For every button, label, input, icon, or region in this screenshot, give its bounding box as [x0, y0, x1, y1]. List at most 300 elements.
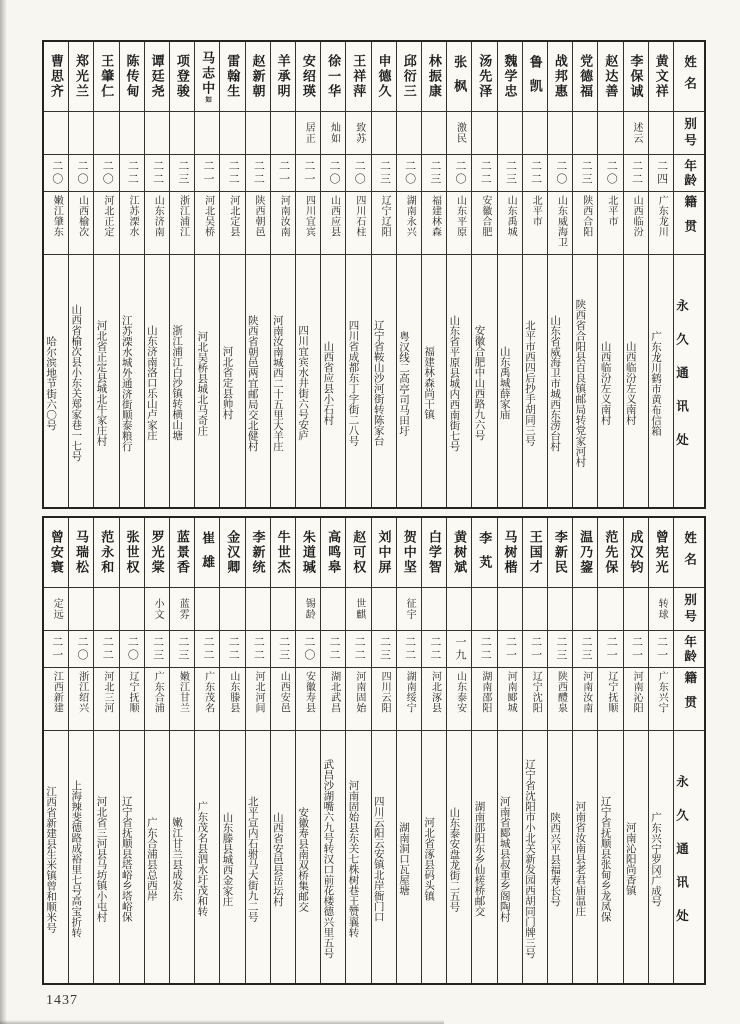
person-origin-text: 陕西醴泉 [555, 671, 567, 713]
person-origin [447, 668, 471, 731]
person-name-text: 谭廷尧 [149, 54, 165, 99]
person-address [573, 731, 597, 983]
person-origin [69, 192, 93, 255]
person-address-text: 湖南邵阳东乡仙槎桥邮交 [473, 801, 485, 917]
person-age-text: 二〇 [50, 160, 63, 186]
person-age-text: 二三 [580, 636, 593, 662]
person-name-text: 成汉钧 [628, 530, 644, 575]
person-age [346, 155, 370, 192]
person-alias-text: 转球 [656, 598, 668, 620]
person-column [119, 42, 144, 507]
person-address [422, 731, 446, 983]
person-address [69, 731, 93, 983]
person-address-text: 陕西省合阳县百良镇邮局转党家河村 [574, 299, 586, 467]
person-age [422, 631, 446, 668]
person-age [472, 155, 496, 192]
person-address-text: 武昌沙湖嘴六九号转汉口前花楼德兴里五号 [322, 759, 334, 959]
person-column [648, 42, 673, 507]
person-origin [624, 668, 648, 731]
person-age [296, 155, 320, 192]
person-age-text: 二三 [176, 160, 189, 186]
person-origin-text: 湖南永兴 [404, 195, 416, 237]
person-age [523, 631, 547, 668]
person-name-text: 陈传甸 [124, 54, 140, 99]
header-address-text: 永久通讯处 [674, 299, 689, 467]
person-column [219, 518, 244, 983]
person-origin-text: 广东茂名 [202, 671, 214, 713]
person-age-text: 二二 [328, 636, 341, 662]
person-alias [472, 588, 496, 631]
person-name [447, 42, 471, 112]
person-age-text: 二二 [428, 636, 441, 662]
person-column [169, 42, 194, 507]
person-name-text: 黄树斌 [452, 530, 468, 575]
person-address-text: 浙江浦江白沙镇转横山塘 [171, 325, 183, 441]
person-address-text: 山东济南洛口乐山卢家庄 [145, 325, 157, 441]
person-name [246, 42, 270, 112]
person-name-text: 申德久 [376, 54, 392, 99]
person-origin [246, 192, 270, 255]
person-name [220, 518, 244, 588]
person-alias [296, 588, 320, 631]
person-age [624, 631, 648, 668]
person-name [271, 518, 295, 588]
person-address-text: 河北省涿县码头镇 [423, 817, 435, 901]
header-column [673, 42, 704, 507]
person-name-text: 蓝景香 [174, 530, 190, 575]
person-column [623, 42, 648, 507]
person-name [447, 518, 471, 588]
person-address-text: 广东龙川鹤市黄布信箱 [649, 330, 661, 436]
person-column [93, 42, 118, 507]
person-name-text: 曾安寰 [48, 530, 64, 575]
person-address-text: 哈尔滨地节街六〇号 [45, 335, 57, 431]
person-column [194, 42, 219, 507]
person-age [220, 631, 244, 668]
person-name [573, 42, 597, 112]
person-name [422, 518, 446, 588]
person-origin [94, 192, 118, 255]
person-column [295, 42, 320, 507]
person-age-text: 二〇 [126, 636, 139, 662]
person-age [170, 155, 194, 192]
header-origin [674, 668, 704, 731]
person-age [422, 155, 446, 192]
person-alias [397, 588, 421, 631]
person-column [68, 42, 93, 507]
person-name-text: 赵可权 [351, 530, 367, 575]
person-column [648, 518, 673, 983]
person-age [246, 631, 270, 668]
person-alias [44, 588, 68, 631]
person-address [422, 255, 446, 507]
person-age-text: 二二 [227, 636, 240, 662]
person-column [572, 42, 597, 507]
person-address [296, 255, 320, 507]
person-address [573, 255, 597, 507]
header-name [674, 518, 704, 588]
person-column [345, 42, 370, 507]
person-name [44, 518, 68, 588]
person-column [522, 42, 547, 507]
person-name [94, 518, 118, 588]
person-name [145, 42, 169, 112]
person-name [624, 518, 648, 588]
person-age-text: 二一 [655, 636, 668, 662]
person-column [44, 42, 68, 507]
person-origin-text: 广东兴宁 [656, 671, 668, 713]
header-name-text: 姓名 [682, 531, 697, 574]
person-address-text: 粤汉线二高亭司马田圩 [397, 330, 409, 436]
person-origin [523, 192, 547, 255]
person-address [472, 731, 496, 983]
person-origin-text: 四川石柱 [353, 195, 365, 237]
person-origin-text: 浙江绍兴 [76, 671, 88, 713]
header-origin [674, 192, 704, 255]
person-origin [195, 192, 219, 255]
person-age-text: 二三 [151, 636, 164, 662]
person-age-text: 二一 [302, 160, 315, 186]
person-address [195, 731, 219, 983]
person-alias [120, 112, 144, 155]
person-name-text: 邱衍三 [401, 54, 417, 99]
person-alias [69, 588, 93, 631]
person-column [345, 518, 370, 983]
person-address [94, 255, 118, 507]
person-name [170, 42, 194, 112]
person-name [624, 42, 648, 112]
person-alias [170, 112, 194, 155]
person-alias [170, 588, 194, 631]
person-age [472, 631, 496, 668]
person-alias [195, 588, 219, 631]
person-origin-text: 山西安邑 [278, 671, 290, 713]
person-alias [573, 112, 597, 155]
person-age [624, 155, 648, 192]
person-name [523, 518, 547, 588]
person-origin-text: 河北定县 [227, 195, 239, 237]
person-origin [195, 668, 219, 731]
person-address-text: 辽宁省抚顺县塔峪乡塔峪保 [120, 796, 132, 922]
person-name-text: 雷翰生 [225, 54, 241, 99]
person-name [372, 518, 396, 588]
person-name-text: 羊承明 [275, 54, 291, 99]
person-address-text: 河北省定县帅村 [221, 346, 233, 420]
person-address-text: 河北省正定县城北牛家庄村 [95, 320, 107, 446]
header-alias-text: 别号 [682, 116, 697, 150]
person-origin-text: 河北吴桥 [202, 195, 214, 237]
person-origin [170, 192, 194, 255]
person-origin [271, 668, 295, 731]
person-name [296, 42, 320, 112]
roster-tables [42, 40, 706, 992]
header-address [674, 255, 704, 507]
person-origin [598, 192, 622, 255]
person-address-text: 山西临汾左义南村 [624, 341, 636, 425]
person-address-text: 江西省新建县生米镇曾和顺米号 [45, 785, 57, 933]
person-origin-text: 湖南邵阳 [479, 671, 491, 713]
person-origin [573, 192, 597, 255]
person-address-text: 陕西兴平县福寿长号 [549, 811, 561, 907]
person-age [296, 631, 320, 668]
person-origin-text: 北平市 [605, 195, 617, 227]
person-origin-text: 河南固始 [353, 671, 365, 713]
person-address-text: 河北省三河县马坊镇小屯村 [95, 796, 107, 922]
person-age [195, 155, 219, 192]
person-name-text: 王祥萍 [351, 54, 367, 99]
roster-table-bottom [42, 516, 706, 985]
person-age [271, 631, 295, 668]
person-origin [94, 668, 118, 731]
person-origin [472, 668, 496, 731]
person-name-text: 马树楷 [502, 530, 518, 575]
person-column [270, 42, 295, 507]
person-alias [649, 588, 673, 631]
person-age-text: 二〇 [76, 160, 88, 186]
person-age [145, 631, 169, 668]
person-address-text: 广东兴宁罗冈广成号 [649, 811, 661, 907]
person-name [573, 518, 597, 588]
person-alias-text: 述云 [630, 122, 642, 144]
person-column [421, 42, 446, 507]
person-origin-text: 辽宁沈阳 [530, 671, 542, 713]
person-age-text: 二三 [378, 160, 391, 186]
person-alias [598, 588, 622, 631]
person-age-text: 二三 [277, 636, 290, 662]
person-origin-text: 福建林森 [429, 195, 441, 237]
person-age-text: 二二 [202, 636, 215, 662]
person-age [598, 155, 622, 192]
person-origin [422, 192, 446, 255]
person-alias-text: 小文 [152, 598, 164, 620]
person-origin [573, 668, 597, 731]
person-age-text: 二四 [655, 160, 668, 186]
person-address [523, 731, 547, 983]
person-age [397, 631, 421, 668]
person-age [573, 155, 597, 192]
person-origin [69, 668, 93, 731]
person-alias [422, 588, 446, 631]
person-origin-text: 浙江浦江 [177, 195, 189, 237]
person-alias-text: 锡龄 [303, 598, 315, 620]
person-address-text: 河南省汝南县老君庙温庄 [574, 801, 586, 917]
header-address-text: 永久通讯处 [674, 775, 689, 943]
person-alias-text: 激民 [454, 122, 466, 144]
person-name-text: 曹思齐 [48, 54, 64, 99]
person-name [372, 42, 396, 112]
person-origin-text: 广东合浦 [152, 671, 164, 713]
header-age [674, 631, 704, 668]
person-name [598, 518, 622, 588]
person-age-text: 二二 [353, 636, 366, 662]
person-origin-text: 湖北武昌 [328, 671, 340, 713]
person-origin-text: 广东龙川 [656, 195, 668, 237]
person-address [346, 731, 370, 983]
person-origin [548, 192, 572, 255]
person-column [270, 518, 295, 983]
person-age [44, 155, 68, 192]
person-origin [397, 668, 421, 731]
person-address-text: 山西临汾左义南村 [599, 341, 611, 425]
header-alias-text: 别号 [682, 592, 697, 626]
person-age-text: 二〇 [554, 160, 567, 186]
person-age [372, 631, 396, 668]
person-alias [472, 112, 496, 155]
person-name [422, 42, 446, 112]
person-address [220, 255, 244, 507]
person-origin [472, 192, 496, 255]
person-alias [346, 588, 370, 631]
person-origin [649, 668, 673, 731]
person-column [44, 518, 68, 983]
person-address [195, 255, 219, 507]
person-name-text: 白学智 [426, 530, 442, 575]
person-name [296, 518, 320, 588]
person-address [397, 731, 421, 983]
person-origin [372, 668, 396, 731]
header-origin-text: 籍贯 [682, 671, 697, 720]
person-age-text: 二二 [227, 160, 240, 186]
person-address-text: 湖南洞口瓦屋塘 [397, 822, 409, 896]
person-address [598, 255, 622, 507]
person-column [245, 42, 270, 507]
person-alias [624, 112, 648, 155]
person-address [624, 255, 648, 507]
person-name-text: 朱道瑊 [300, 530, 316, 575]
person-origin [498, 668, 522, 731]
person-name [598, 42, 622, 112]
person-address-text: 广东茂名县泗水圩茂和转 [196, 801, 208, 917]
person-origin [220, 192, 244, 255]
person-name-text: 党德福 [578, 54, 594, 99]
person-address [271, 255, 295, 507]
person-alias [548, 112, 572, 155]
person-age [44, 631, 68, 668]
person-origin [346, 192, 370, 255]
person-column [320, 518, 345, 983]
person-origin [246, 668, 270, 731]
person-address-text: 山东泰安盘龙街二五号 [448, 806, 460, 912]
person-address [145, 731, 169, 983]
person-column [572, 518, 597, 983]
person-address [170, 255, 194, 507]
person-age [220, 155, 244, 192]
person-origin [624, 192, 648, 255]
person-origin [523, 668, 547, 731]
person-address [246, 731, 270, 983]
person-origin-text: 河南汝南 [278, 195, 290, 237]
person-origin [346, 668, 370, 731]
person-address [447, 255, 471, 507]
person-origin [321, 668, 345, 731]
roster-table-top [42, 40, 706, 509]
person-name-text: 贺中坚 [401, 530, 417, 575]
person-column [623, 518, 648, 983]
person-name [548, 42, 572, 112]
person-column [497, 518, 522, 983]
person-name [346, 42, 370, 112]
person-column [396, 518, 421, 983]
person-address-text: 山西省应县小石村 [322, 341, 334, 425]
person-address-text: 四川云阳云安镇北岸衙门口 [372, 796, 384, 922]
person-origin-text: 安徽合肥 [479, 195, 491, 237]
person-name-text: 崔雄 [200, 530, 216, 579]
person-name-text: 鲁凯 [527, 54, 543, 103]
person-address [296, 731, 320, 983]
person-age [69, 155, 93, 192]
person-name [145, 518, 169, 588]
person-name-text: 赵新朝 [250, 54, 266, 99]
person-name [321, 42, 345, 112]
person-age [170, 631, 194, 668]
person-origin-text: 山东济南 [152, 195, 164, 237]
person-age-text: 二二 [151, 160, 164, 186]
person-address [145, 255, 169, 507]
person-column [68, 518, 93, 983]
person-column [144, 42, 169, 507]
person-age-text: 二〇 [403, 160, 416, 186]
person-alias [120, 588, 144, 631]
person-column [169, 518, 194, 983]
person-origin-text: 山东威海卫 [555, 195, 567, 248]
person-name [69, 42, 93, 112]
person-origin [321, 192, 345, 255]
person-age-text: 二一 [504, 636, 517, 662]
person-address-text: 山东省平原县城内西南街七号 [448, 314, 460, 452]
person-address [447, 731, 471, 983]
person-alias [69, 112, 93, 155]
person-column [597, 518, 622, 983]
person-name-text: 温乃鋆 [578, 530, 594, 575]
person-address-text: 安徽合肥中山西路九六号 [473, 325, 485, 441]
person-name-text: 郑光兰 [74, 54, 90, 99]
person-alias [498, 112, 522, 155]
person-origin-text: 山东禹城 [505, 195, 517, 237]
person-alias [246, 588, 270, 631]
person-age-text: 二二 [126, 160, 139, 186]
person-age [246, 155, 270, 192]
person-age [346, 631, 370, 668]
person-address-text: 河南省郾城县叔重乡阁陶村 [498, 796, 510, 922]
person-age [120, 631, 144, 668]
person-age [69, 631, 93, 668]
person-alias [523, 588, 547, 631]
person-address-text: 江苏溧水城外通济街顺泰粮行 [120, 314, 132, 452]
person-address-text: 安徽寿县南双桥集邮交 [297, 806, 309, 912]
person-name-text: 王肇仁 [99, 54, 115, 99]
person-column [219, 42, 244, 507]
person-origin [44, 192, 68, 255]
person-name [94, 42, 118, 112]
person-age-text: 二二 [529, 160, 542, 186]
person-name [120, 42, 144, 112]
person-origin [422, 668, 446, 731]
person-address [321, 731, 345, 983]
person-origin-text: 河北涿县 [429, 671, 441, 713]
person-alias [220, 588, 244, 631]
person-origin [145, 668, 169, 731]
person-alias-text: 灿如 [328, 122, 340, 144]
person-alias [422, 112, 446, 155]
person-address [120, 731, 144, 983]
person-alias-text: 世麒 [353, 598, 365, 620]
person-origin-text: 陕西朝邑 [253, 195, 265, 237]
person-age [145, 155, 169, 192]
person-alias [246, 112, 270, 155]
person-alias [447, 588, 471, 631]
person-name-text: 李新统 [250, 530, 266, 575]
person-age [397, 155, 421, 192]
